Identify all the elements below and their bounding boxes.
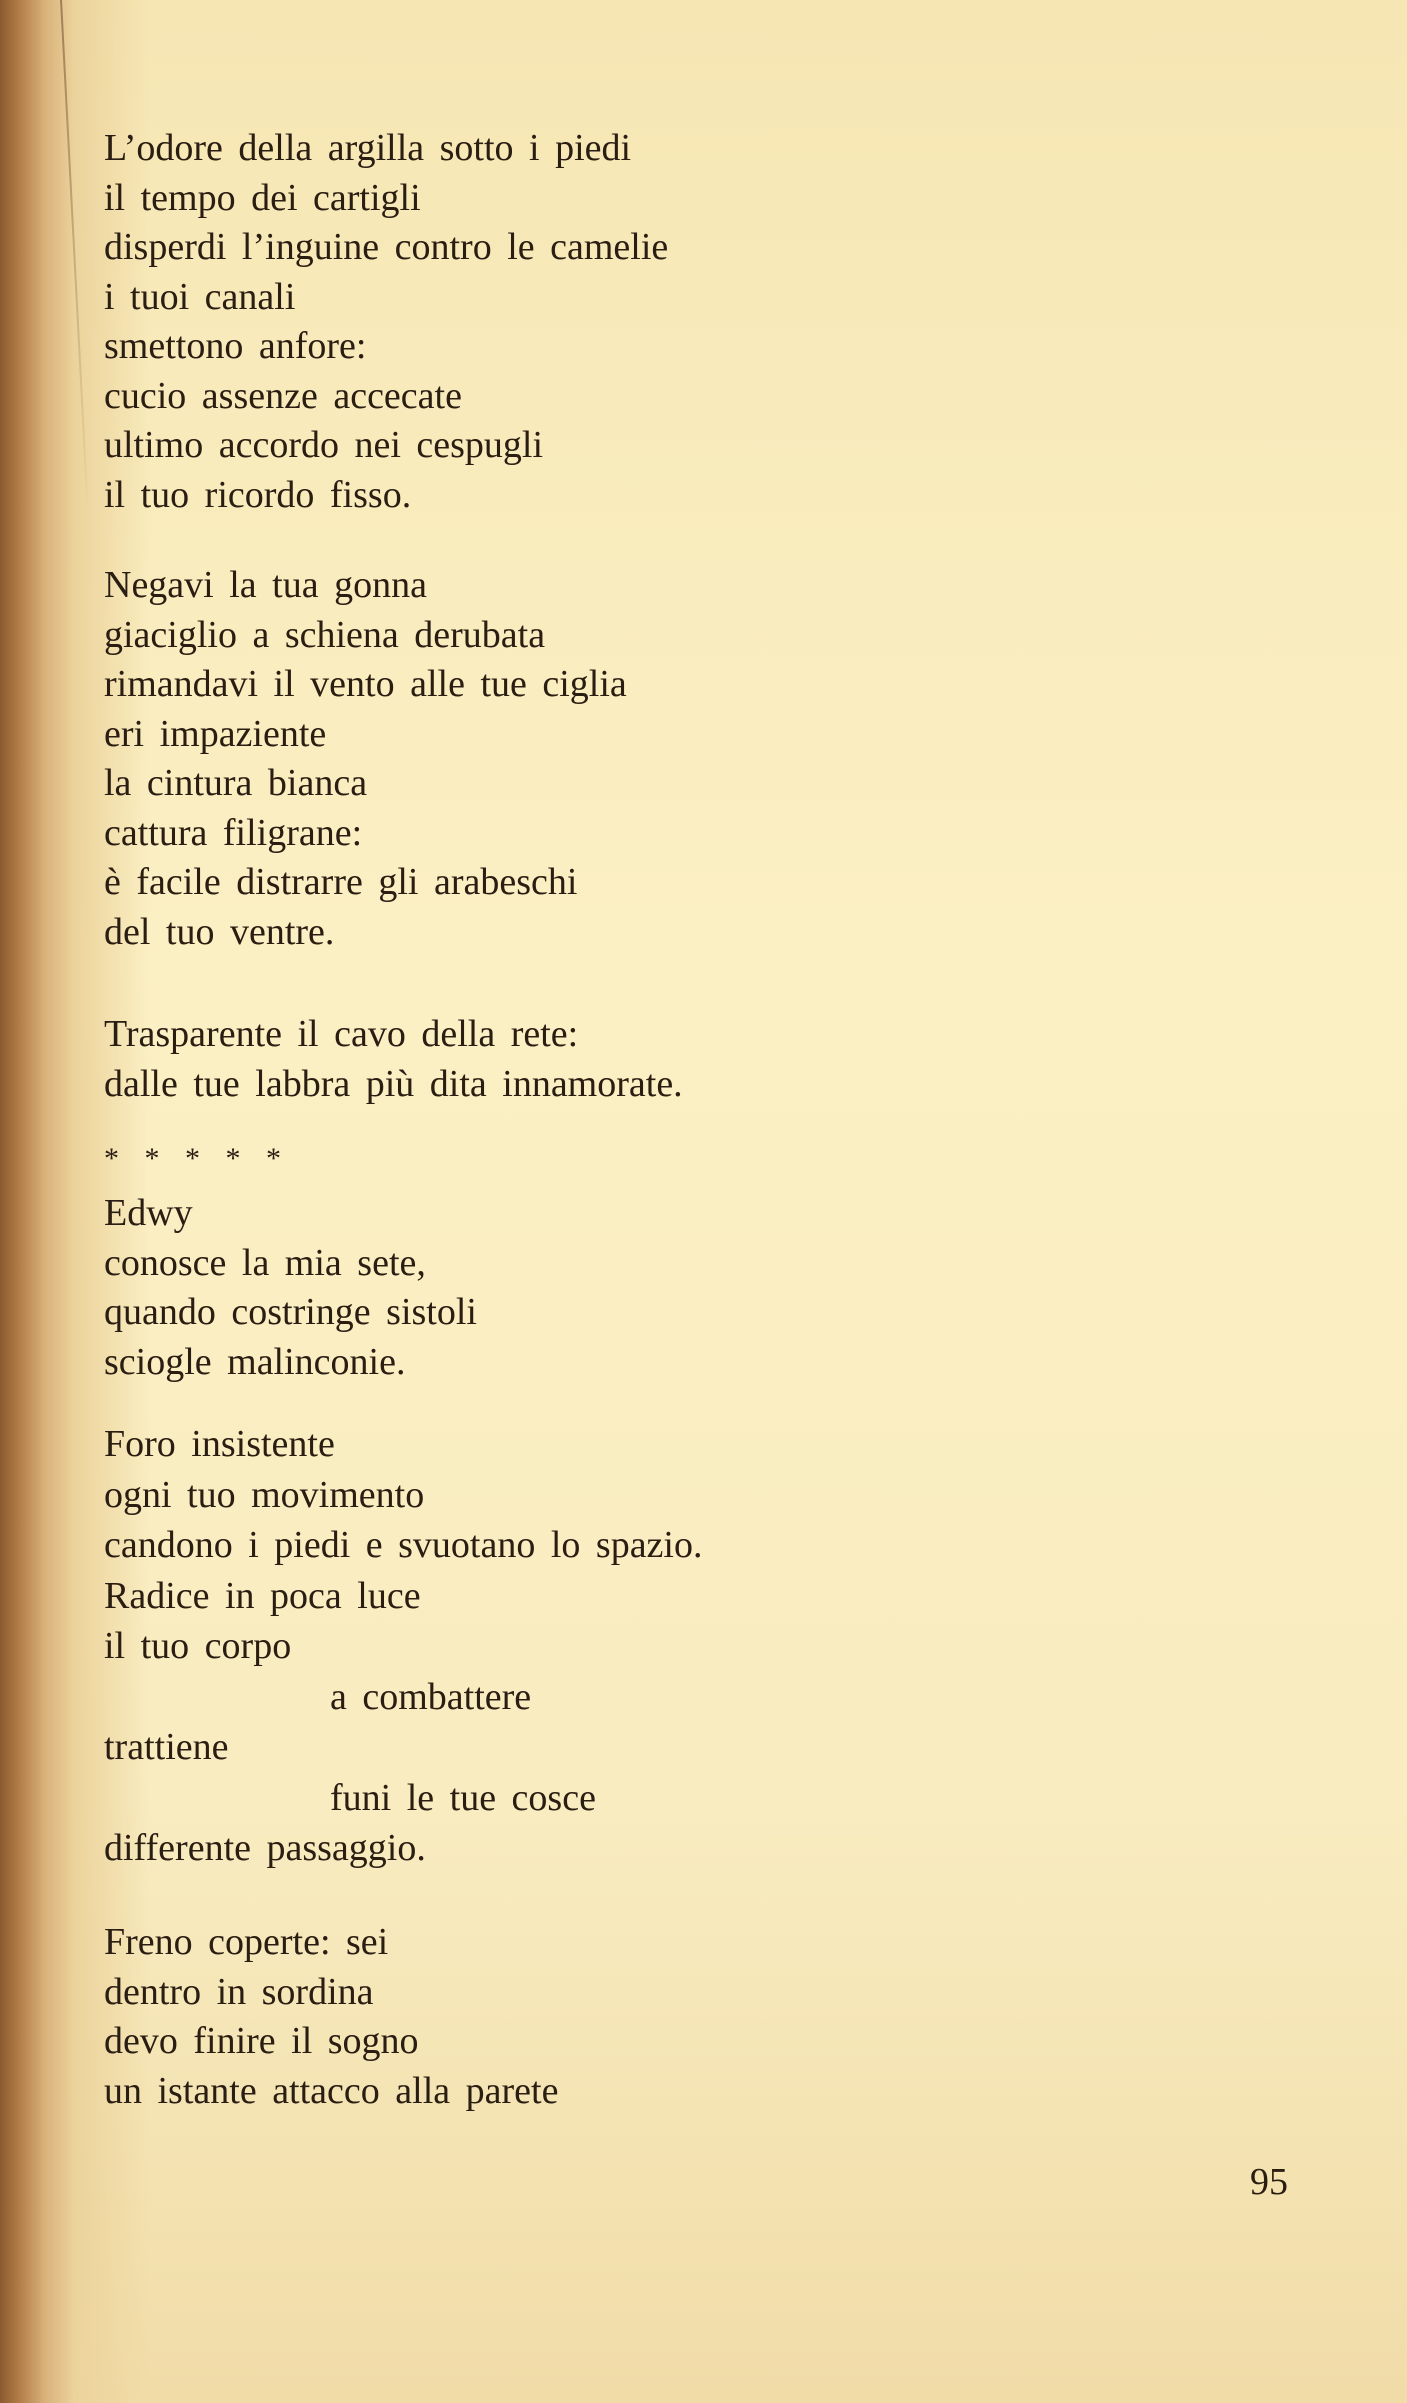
section-separator: * * * * * (104, 1142, 283, 1175)
poem-line: devo finire il sogno (104, 2020, 419, 2062)
poem-line: dentro in sordina (104, 1970, 374, 2013)
poem-line: conosce la mia sete, (104, 1241, 426, 1284)
stanza-2 (104, 561, 627, 957)
poem-line: cattura filigrane: (104, 811, 363, 854)
poem-line: smettono anfore: (104, 325, 367, 367)
poem-line: il tempo dei cartigli (104, 176, 421, 219)
poem-line: è facile distrarre gli arabeschi (104, 861, 578, 903)
poem-line: Radice in poca luce (104, 1574, 421, 1617)
page-fold-crease (60, 0, 89, 519)
poem-line: Negavi la tua gonna (104, 564, 427, 606)
poem-line: rimandavi il vento alle tue ciglia (104, 663, 627, 705)
stanza-3 (104, 1010, 683, 1109)
poem-line: eri impaziente (104, 712, 327, 755)
stanza-5 (104, 1419, 703, 1874)
poem-line: i tuoi canali (104, 275, 296, 318)
poem-line: trattiene (104, 1726, 229, 1768)
poem-line: Edwy (104, 1192, 193, 1234)
poem-line: il tuo ricordo fisso. (104, 473, 412, 516)
stanza-1 (104, 124, 668, 520)
poem-line: Freno coperte: sei (104, 1921, 389, 1963)
poem-line-indented: a combattere (330, 1675, 532, 1718)
poem-line: disperdi l’inguine contro le camelie (104, 226, 669, 268)
poem-line: differente passaggio. (104, 1827, 426, 1869)
stanza-4 (104, 1189, 477, 1387)
poem-line: candono i piedi e svuotano lo spazio. (104, 1524, 703, 1566)
poem-line: cucio assenze accecate (104, 374, 462, 417)
poem-line: un istante attacco alla parete (104, 2069, 559, 2112)
poem-line: del tuo ventre. (104, 910, 335, 953)
poem-line: ultimo accordo nei cespugli (104, 424, 544, 466)
poem-line: ogni tuo movimento (104, 1473, 425, 1516)
poem-line: dalle tue labbra più dita innamorate. (104, 1062, 683, 1105)
poem-line: sciogle malinconie. (104, 1340, 406, 1383)
poem-line: la cintura bianca (104, 762, 368, 804)
poem-line: il tuo corpo (104, 1625, 292, 1667)
poem-line: giaciglio a schiena derubata (104, 613, 546, 656)
poem-line: L’odore della argilla sotto i piedi (104, 127, 632, 169)
page-number: 95 (1250, 2161, 1288, 2203)
stanza-6 (104, 1918, 558, 2116)
poem-line: Foro insistente (104, 1423, 335, 1465)
poem-line-indented: funi le tue cosce (330, 1776, 596, 1819)
poem-line: quando costringe sistoli (104, 1291, 477, 1333)
poem-line: Trasparente il cavo della rete: (104, 1013, 579, 1055)
